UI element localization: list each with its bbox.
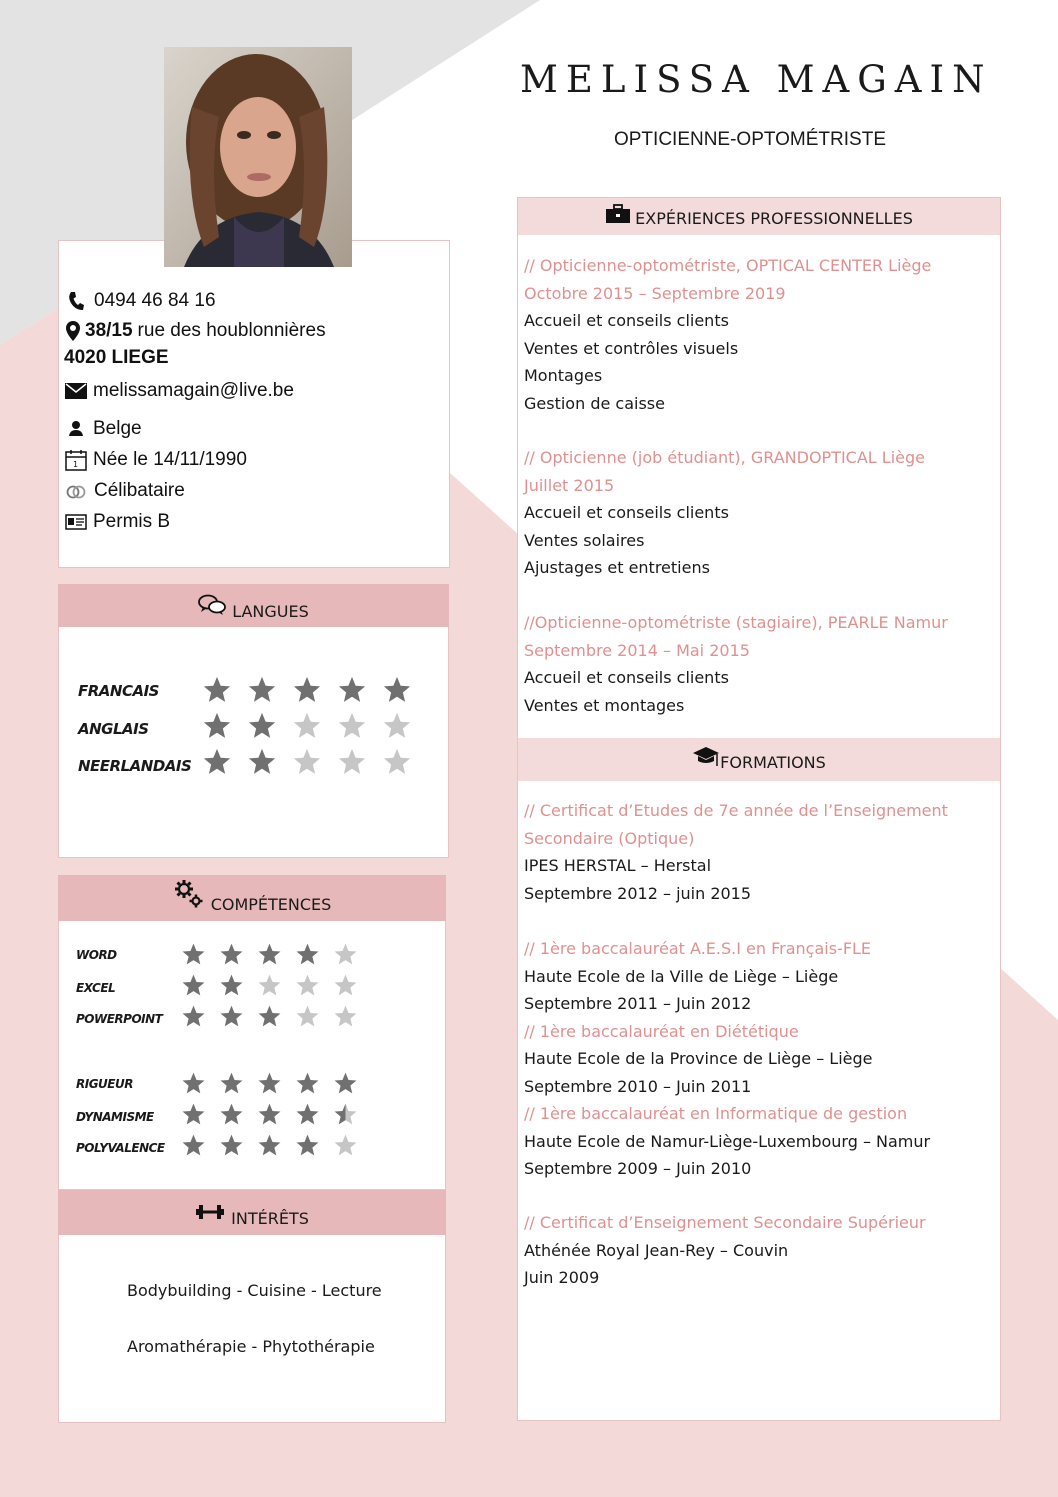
education-detail: Septembre 2012 – juin 2015	[524, 883, 752, 903]
star-icon	[257, 1133, 282, 1158]
skill-rating-0	[181, 942, 358, 967]
experience-heading: // Opticienne (job étudiant), GRANDOPTICAL Liège	[524, 448, 925, 467]
contact-address	[64, 320, 326, 342]
skill-rating-1	[181, 973, 358, 998]
skill-label: POLYVALENCE	[76, 1141, 165, 1155]
experience-detail: Ajustages et entretiens	[524, 558, 710, 577]
experience-detail: Accueil et conseils clients	[524, 503, 729, 522]
star-icon	[247, 675, 277, 705]
experience-header	[518, 198, 1000, 235]
star-icon	[219, 973, 244, 998]
experience-detail: Gestion de caisse	[524, 393, 665, 413]
star-icon	[292, 747, 322, 777]
star-icon	[219, 942, 244, 967]
gears-icon	[173, 878, 205, 910]
nationality: Belge	[93, 418, 142, 439]
skill-rating-3	[181, 1071, 358, 1096]
star-icon	[181, 1133, 206, 1158]
education-header	[518, 738, 1000, 781]
education-heading: // 1ère baccalauréat en Diététique	[524, 1021, 799, 1041]
star-icon	[219, 1004, 244, 1029]
education-detail: Septembre 2010 – Juin 2011	[524, 1076, 752, 1096]
star-icon	[257, 1102, 282, 1127]
star-icon	[337, 747, 367, 777]
experience-heading: // Opticienne-optométriste, OPTICAL CENTER Liège	[524, 256, 932, 275]
experience-detail: Ventes solaires	[524, 530, 645, 550]
birth-date: Née le 14/11/1990	[93, 449, 247, 470]
experience-detail: Ventes et montages	[524, 695, 685, 715]
star-icon	[181, 973, 206, 998]
interests-title: INTÉRÊTS	[231, 1209, 309, 1228]
star-icon	[295, 942, 320, 967]
star-icon	[295, 1004, 320, 1029]
person-name: MELISSA MAGAIN	[520, 58, 993, 101]
driving-license: Permis B	[93, 511, 171, 532]
language-label: NEERLANDAIS	[78, 757, 192, 775]
location-pin-icon	[64, 320, 82, 342]
contact-license	[64, 511, 170, 533]
star-icon	[382, 747, 412, 777]
star-icon	[202, 675, 232, 705]
contact-status	[64, 480, 185, 502]
profile-photo	[164, 47, 352, 267]
speech-bubbles-icon	[198, 594, 226, 616]
star-icon	[257, 1071, 282, 1096]
education-heading: // Certificat d’Etudes de 7e année de l’Enseignement	[524, 801, 948, 820]
education-detail: Haute Ecole de la Province de Liège – Liège	[524, 1049, 873, 1068]
briefcase-icon	[605, 204, 631, 224]
star-icon	[181, 1004, 206, 1029]
star-icon	[295, 973, 320, 998]
education-detail: Athénée Royal Jean-Rey – Couvin	[524, 1240, 789, 1260]
experience-entry	[524, 444, 925, 582]
education-detail: Septembre 2009 – Juin 2010	[524, 1159, 752, 1178]
education-heading: // 1ère baccalauréat A.E.S.I en Français-FLE	[524, 939, 872, 958]
education-detail: Haute Ecole de Namur-Liège-Luxembourg – Namur	[524, 1131, 931, 1151]
skill-rating-5	[181, 1133, 358, 1158]
contact-phone	[64, 290, 216, 312]
contact-email	[64, 380, 294, 402]
star-icon	[333, 1004, 358, 1029]
star-icon	[181, 1071, 206, 1096]
star-icon	[292, 711, 322, 741]
education-detail: Septembre 2011 – Juin 2012	[524, 994, 752, 1013]
languages-header	[58, 584, 449, 627]
skills-header	[58, 875, 446, 921]
star-icon	[202, 711, 232, 741]
svg-text:1: 1	[73, 460, 79, 469]
experience-heading: //Opticienne-optométriste (stagiaire), PEARLE Namur	[524, 613, 948, 632]
star-icon	[247, 747, 277, 777]
star-icon	[333, 942, 358, 967]
star-icon	[257, 973, 282, 998]
education-title: FORMATIONS	[720, 753, 826, 772]
star-icon	[202, 747, 232, 777]
star-icon	[337, 675, 367, 705]
language-rating-0	[202, 675, 412, 705]
star-icon	[219, 1133, 244, 1158]
star-icon	[333, 973, 358, 998]
skill-label: DYNAMISME	[76, 1110, 154, 1124]
person-icon	[64, 418, 88, 440]
language-rating-2	[202, 747, 412, 777]
experience-entry	[524, 252, 931, 417]
experience-entry	[524, 609, 948, 719]
experience-detail: Montages	[524, 366, 603, 385]
languages-title: LANGUES	[232, 602, 309, 621]
language-rating-1	[202, 711, 412, 741]
envelope-icon	[64, 380, 88, 402]
interest-line: Bodybuilding - Cuisine - Lecture	[127, 1281, 382, 1300]
graduation-cap-icon	[692, 746, 720, 768]
skill-rating-2	[181, 1004, 358, 1029]
star-icon	[219, 1102, 244, 1127]
interest-line: Aromathérapie - Phytothérapie	[127, 1337, 375, 1356]
education-heading: Secondaire (Optique)	[524, 828, 695, 848]
rings-icon	[64, 480, 88, 502]
contact-city	[64, 347, 169, 369]
job-title: OPTICIENNE-OPTOMÉTRISTE	[613, 129, 886, 150]
star-icon	[382, 675, 412, 705]
address-street: rue des houblonnières	[137, 320, 326, 341]
star-icon	[181, 942, 206, 967]
address-number: 38/15	[85, 320, 133, 341]
education-detail: IPES HERSTAL – Herstal	[524, 856, 712, 875]
education-heading: // Certificat d’Enseignement Secondaire Supérieur	[524, 1213, 926, 1232]
star-icon	[337, 711, 367, 741]
id-card-icon	[64, 511, 88, 533]
experience-dates: Octobre 2015 – Septembre 2019	[524, 283, 786, 303]
star-icon	[333, 1071, 358, 1096]
experience-dates: Septembre 2014 – Mai 2015	[524, 640, 750, 660]
skill-label: WORD	[76, 948, 117, 962]
experience-title: EXPÉRIENCES PROFESSIONNELLES	[635, 209, 913, 228]
star-icon	[295, 1102, 320, 1127]
language-label: FRANCAIS	[78, 682, 159, 700]
address-city: 4020 LIEGE	[64, 347, 169, 368]
star-icon	[382, 711, 412, 741]
contact-nationality	[64, 418, 142, 440]
star-icon	[219, 1071, 244, 1096]
education-heading: // 1ère baccalauréat en Informatique de gestion	[524, 1104, 908, 1123]
skills-title: COMPÉTENCES	[210, 894, 332, 914]
experience-detail: Accueil et conseils clients	[524, 311, 729, 330]
star-icon	[247, 711, 277, 741]
skill-label: EXCEL	[76, 981, 116, 995]
education-entry	[524, 797, 948, 907]
education-entry	[524, 1209, 926, 1292]
skill-rating-4	[181, 1102, 358, 1127]
skill-label: RIGUEUR	[76, 1077, 133, 1091]
education-detail: Juin 2009	[524, 1268, 600, 1287]
experience-detail: Accueil et conseils clients	[524, 668, 729, 687]
experience-detail: Ventes et contrôles visuels	[524, 338, 739, 358]
star-icon	[333, 1102, 358, 1127]
star-icon	[295, 1133, 320, 1158]
star-icon	[292, 675, 322, 705]
phone-icon	[64, 290, 88, 312]
interests-header	[58, 1190, 446, 1235]
star-icon	[333, 1133, 358, 1158]
marital-status: Célibataire	[94, 480, 185, 501]
calendar-icon	[64, 449, 88, 471]
language-label: ANGLAIS	[78, 720, 149, 738]
skill-label: POWERPOINT	[76, 1012, 163, 1026]
star-icon	[181, 1102, 206, 1127]
phone-number: 0494 46 84 16	[94, 290, 216, 311]
star-icon	[257, 942, 282, 967]
dumbbell-icon	[195, 1203, 225, 1221]
education-detail: Haute Ecole de la Ville de Liège – Liège	[524, 966, 839, 986]
star-icon	[295, 1071, 320, 1096]
education-entry	[524, 935, 930, 1183]
experience-dates: Juillet 2015	[524, 475, 615, 495]
contact-birth	[64, 449, 247, 471]
star-icon	[257, 1004, 282, 1029]
email-address: melissamagain@live.be	[93, 380, 294, 401]
